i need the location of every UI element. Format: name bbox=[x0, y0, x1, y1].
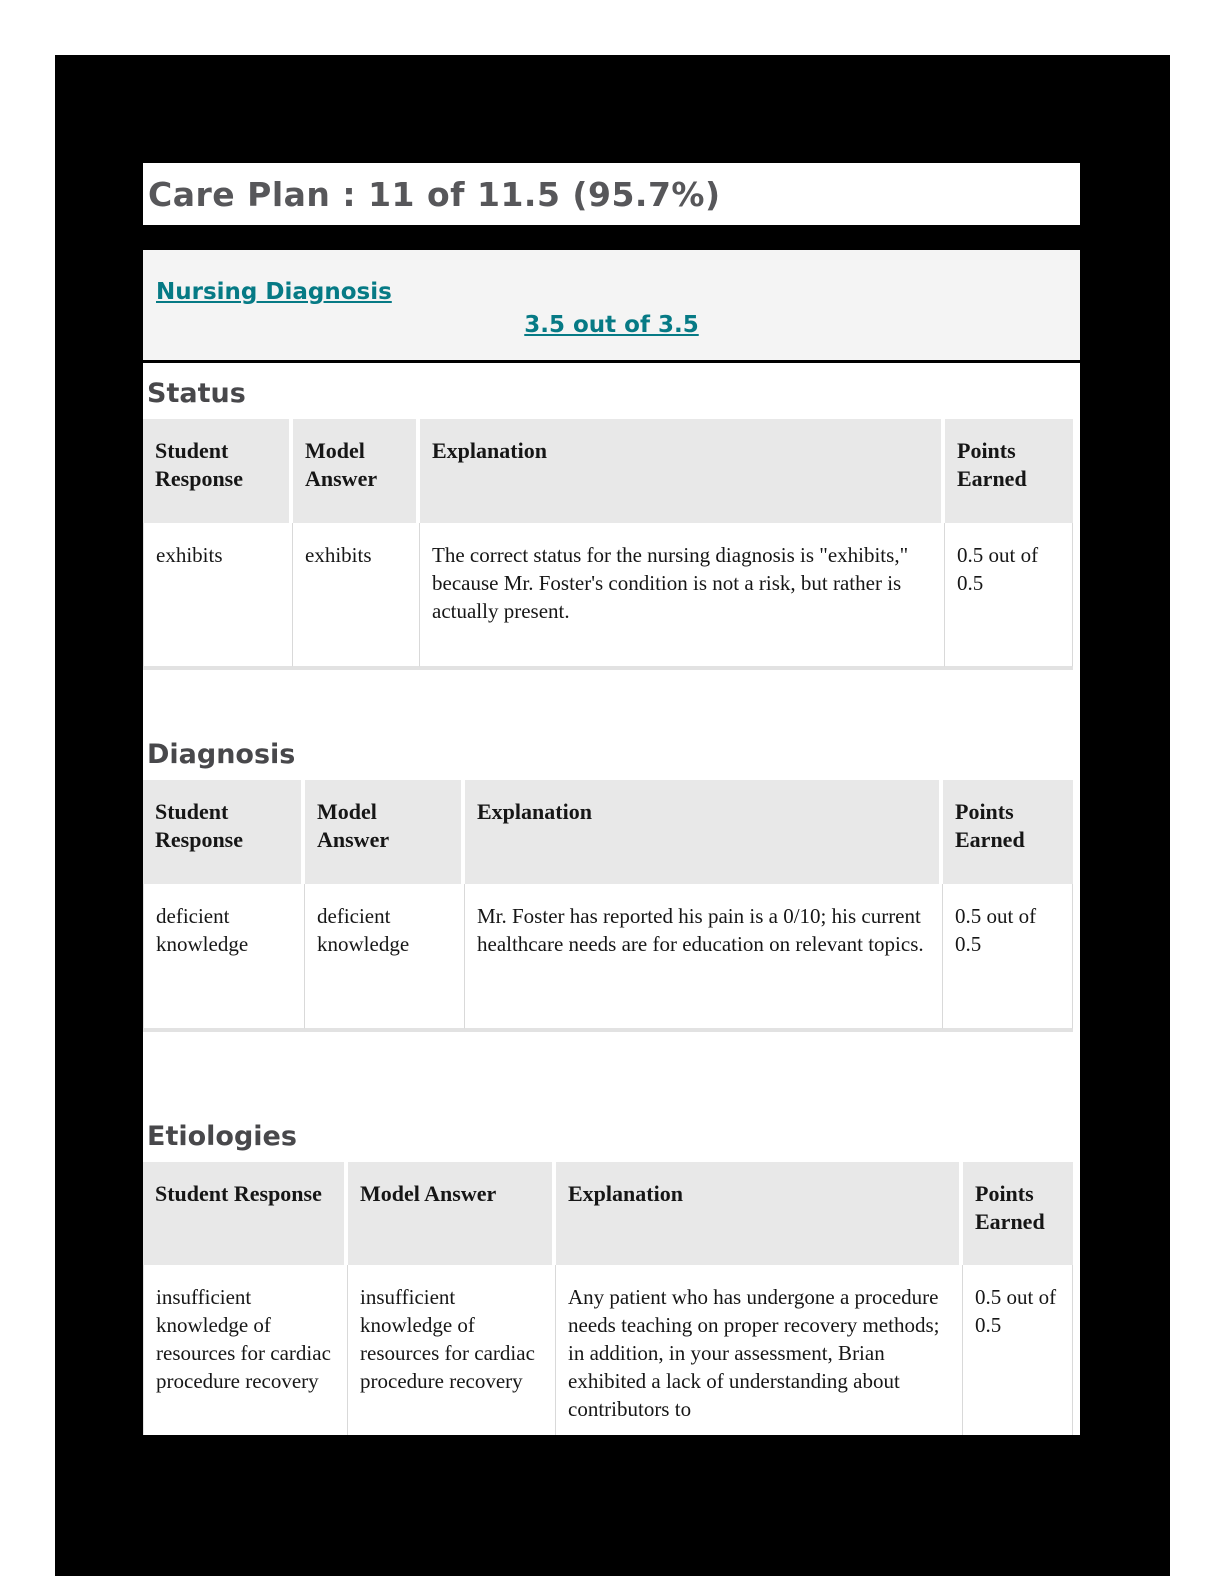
column-header-points-earned: Points Earned bbox=[943, 780, 1073, 884]
column-header-model-answer: Model Answer bbox=[348, 1162, 556, 1265]
cell-points-earned: 0.5 out of 0.5 bbox=[945, 523, 1073, 667]
column-header-model-answer: Model Answer bbox=[305, 780, 465, 884]
report-content bbox=[143, 163, 1080, 1435]
section-heading-status: Status bbox=[147, 378, 246, 409]
score-summary-section bbox=[143, 250, 1080, 360]
column-header-points-earned: Points Earned bbox=[945, 419, 1073, 523]
column-header-explanation: Explanation bbox=[465, 780, 943, 884]
section-heading-etiologies: Etiologies bbox=[147, 1121, 297, 1152]
cell-points-earned: 0.5 out of 0.5 bbox=[963, 1265, 1073, 1435]
section-heading-diagnosis: Diagnosis bbox=[147, 739, 296, 770]
cell-student-response: deficient knowledge bbox=[143, 884, 305, 1029]
cell-model-answer: exhibits bbox=[293, 523, 420, 667]
cell-explanation: Any patient who has undergone a procedure needs teaching on proper recovery methods; in addition, in your assessment, Brian exhibited a lack of understanding about contributors to bbox=[556, 1265, 963, 1435]
column-header-points-earned: Points Earned bbox=[963, 1162, 1073, 1265]
table-row bbox=[143, 884, 1073, 1029]
cell-points-earned: 0.5 out of 0.5 bbox=[943, 884, 1073, 1029]
column-header-model-answer: Model Answer bbox=[293, 419, 420, 523]
column-header-student-response: Student Response bbox=[143, 1162, 348, 1265]
cell-student-response: insufficient knowledge of resources for cardiac procedure recovery bbox=[143, 1265, 348, 1435]
status-table bbox=[143, 419, 1073, 670]
diagnosis-table bbox=[143, 780, 1073, 1032]
cell-model-answer: deficient knowledge bbox=[305, 884, 465, 1029]
table-header-row bbox=[143, 419, 1073, 523]
report-page bbox=[55, 55, 1170, 1576]
graded-sections bbox=[143, 363, 1080, 1435]
cell-explanation: Mr. Foster has reported his pain is a 0/10; his current healthcare needs are for education on relevant topics. bbox=[465, 884, 943, 1029]
table-row bbox=[143, 523, 1073, 667]
column-header-student-response: Student Response bbox=[143, 780, 305, 884]
cell-student-response: exhibits bbox=[143, 523, 293, 667]
table-header-row bbox=[143, 1162, 1073, 1265]
cell-model-answer: insufficient knowledge of resources for cardiac procedure recovery bbox=[348, 1265, 556, 1435]
page-title: Care Plan : 11 of 11.5 (95.7%) bbox=[148, 174, 721, 214]
cell-explanation: The correct status for the nursing diagnosis is "exhibits," because Mr. Foster's condition is not a risk, but rather is actually present. bbox=[420, 523, 945, 667]
table-header-row bbox=[143, 780, 1073, 884]
column-header-explanation: Explanation bbox=[420, 419, 945, 523]
section-score-link[interactable]: 3.5 out of 3.5 bbox=[524, 312, 699, 338]
page-gap bbox=[143, 225, 1080, 250]
page-title-bar bbox=[143, 163, 1080, 225]
column-header-explanation: Explanation bbox=[556, 1162, 963, 1265]
etiologies-table bbox=[143, 1162, 1073, 1435]
column-header-student-response: Student Response bbox=[143, 419, 293, 523]
nursing-diagnosis-link[interactable]: Nursing Diagnosis bbox=[156, 279, 392, 305]
table-row bbox=[143, 1265, 1073, 1435]
